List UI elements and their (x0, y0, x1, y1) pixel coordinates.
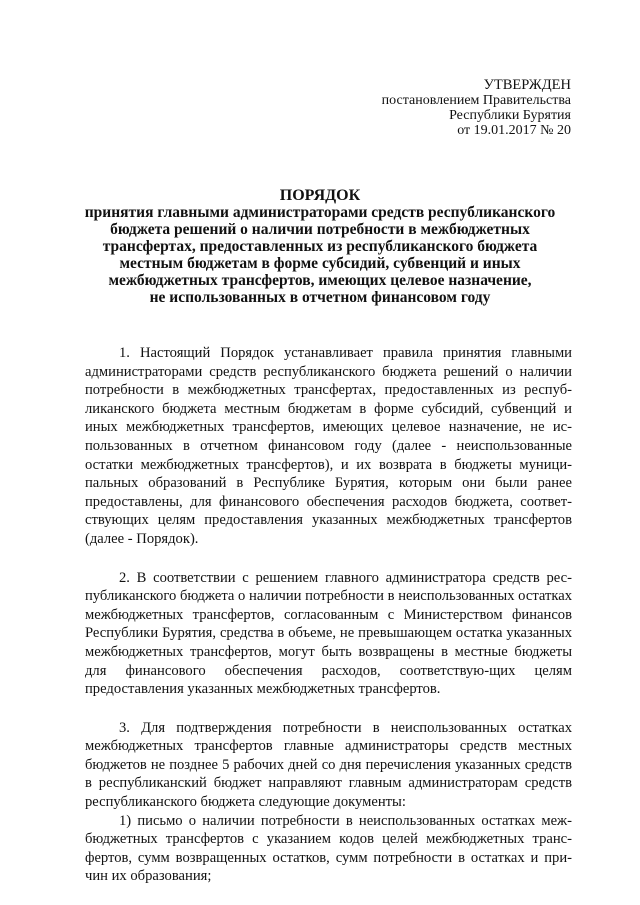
title-line: принятия главными администраторами средств республиканского (84, 204, 556, 221)
title-line: не использованных в отчетном финансовом году (149, 289, 491, 306)
title-line: местным бюджетам в форме субсидий, субвенций и иных (119, 255, 521, 272)
document-body (85, 344, 572, 886)
title-line: межбюджетных трансфертов, имеющих целевое назначение, (108, 272, 532, 289)
paragraph-1: 1. Настоящий Порядок устанавливает правила принятия главными администраторами средств республиканского бюджета решений о наличии потребности в межбюджетных трансфертах, предоставленных из респуб-ликанского бюджета местным бюджетам в форме субсидий, субвенций и иных межбюджетных трансфертов, имеющих целевое назначение, не ис-пользованных в отчетном финансовом году (далее - неиспользованные остатки межбюджетных трансфертов), и их возврата в бюджеты муници-пальных образований в Республике Бурятия, которым они были ранее предоставлены, для финансового обеспечения расходов бюджета, соответ-ствующих целям предоставления указанных межбюджетных трансфертов (далее - Порядок). (85, 345, 572, 547)
approval-heading: УТВЕРЖДЕН (483, 77, 571, 93)
paragraph-3-item-1: 1) письмо о наличии потребности в неиспользованных остатках меж-бюджетных трансфертов с указанием кодов целей межбюджетных транс-фертов, сумм возвращенных остатков, сумм потребности в остатках и при-чин их образования; (85, 812, 572, 885)
title-heading: ПОРЯДОК (279, 187, 361, 204)
title-line: трансфертах, предоставленных из республиканского бюджета (102, 238, 538, 255)
approval-decree: постановлением Правительства (381, 93, 571, 108)
paragraph-3: 3. Для подтверждения потребности в неиспользованных остатках межбюджетных трансфертов главные администраторы средств местных бюджетов не позднее 5 рабочих дней со дня перечисления указанных средств в республиканский бюджет направляют главным администраторам средств республиканского бюджета следующие документы: (85, 719, 572, 811)
paragraph-2: 2. В соответствии с решением главного администратора средств рес-публиканского бюджета о наличии потребности в неиспользованных остатках межбюджетных трансфертов, согласованным с Министерством финансов Республики Бурятия, средства в объеме, не превышающем остатка указанных межбюджетных трансфертов, могут быть возвращены в местные бюджеты для финансового обеспечения расходов, соответствую-щих целям предоставления указанных межбюджетных трансфертов. (85, 569, 572, 698)
document-title (75, 187, 565, 306)
approval-date-number: от 19.01.2017 № 20 (457, 123, 571, 138)
approval-stamp (311, 78, 571, 138)
approval-authority: Республики Бурятия (449, 108, 571, 123)
title-line: бюджета решений о наличии потребности в межбюджетных (110, 221, 530, 238)
